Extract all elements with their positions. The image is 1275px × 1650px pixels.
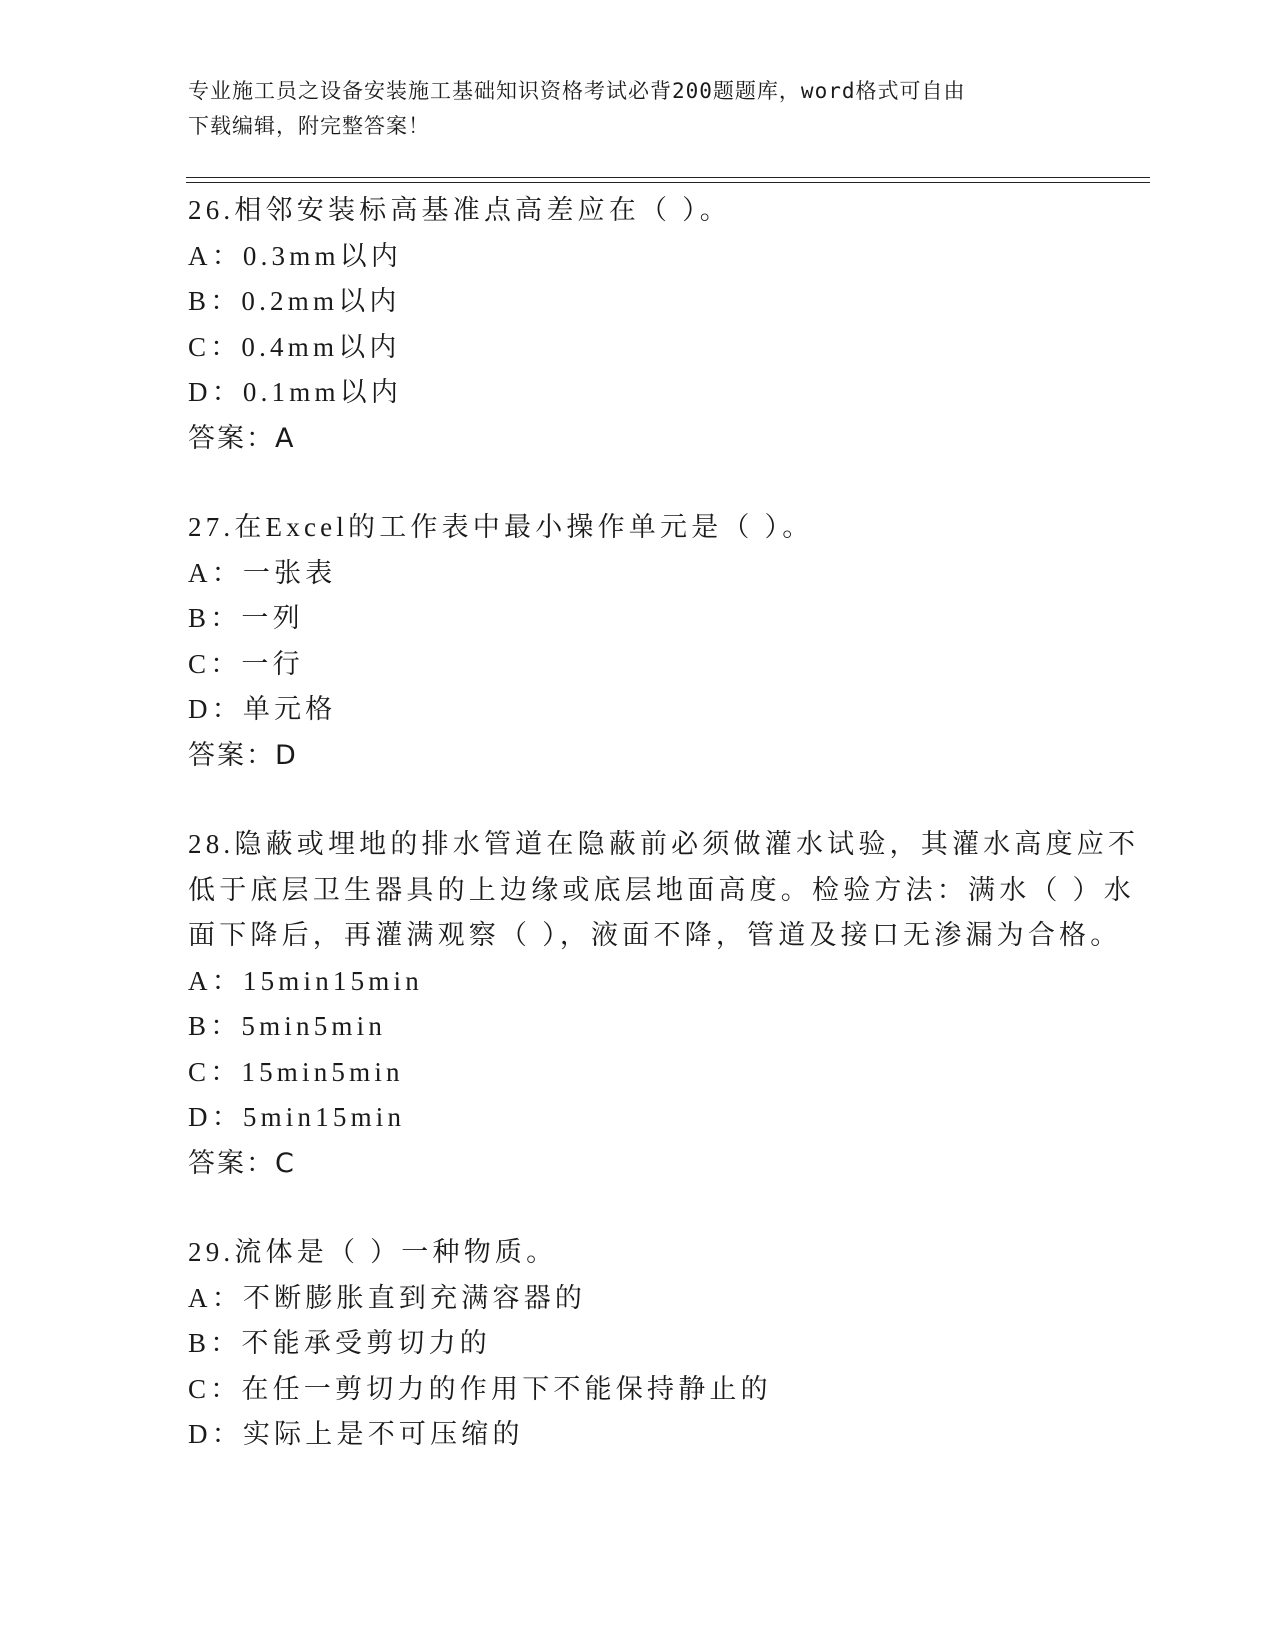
answer-line: 答案：D <box>188 739 298 771</box>
option-a: A：一张表 <box>188 557 337 588</box>
option-d: D：0.1mm以内 <box>188 377 403 407</box>
question-29 <box>188 1230 1088 1458</box>
option-c: C：0.4mm以内 <box>188 331 401 362</box>
question-stem-line-2: 低于底层卫生器具的上边缘或底层地面高度。检验方法：满水（ ）水 <box>188 874 1135 905</box>
header-divider-top <box>186 177 1150 178</box>
question-stem-line-1: 28.隐蔽或埋地的排水管道在隐蔽前必须做灌水试验，其灌水高度应不 <box>188 829 1140 859</box>
option-b: B：0.2mm以内 <box>188 286 401 316</box>
option-d: D：单元格 <box>188 694 337 724</box>
answer-line: 答案：A <box>188 422 296 454</box>
option-b: B：一列 <box>188 603 304 633</box>
option-a: A：0.3mm以内 <box>188 240 403 271</box>
question-list <box>188 188 1140 1502</box>
option-c: C：一行 <box>188 648 304 679</box>
option-c: C：在任一剪切力的作用下不能保持静止的 <box>188 1373 772 1404</box>
question-stem: 26.相邻安装标高基准点高差应在（ ）。 <box>188 195 731 225</box>
header-title-line-1: 专业施工员之设备安装施工基础知识资格考试必背200题题库，word格式可自由 <box>188 79 966 103</box>
option-b: B：不能承受剪切力的 <box>188 1328 492 1358</box>
question-26 <box>188 188 1088 461</box>
option-b: B：5min5min <box>188 1011 387 1041</box>
option-a: A：15min15min <box>188 965 423 996</box>
option-d: D：实际上是不可压缩的 <box>188 1419 524 1449</box>
document-header <box>188 74 1068 144</box>
question-stem: 29.流体是（ ）一种物质。 <box>188 1237 558 1267</box>
header-title-line-2: 下载编辑，附完整答案！ <box>188 114 430 138</box>
option-d: D：5min15min <box>188 1102 406 1132</box>
question-stem-line-3: 面下降后，再灌满观察（ ），液面不降，管道及接口无渗漏为合格。 <box>188 920 1122 950</box>
answer-line: 答案：C <box>188 1147 296 1179</box>
question-28 <box>188 822 1140 1186</box>
question-stem: 27.在Excel的工作表中最小操作单元是（ ）。 <box>188 512 814 542</box>
option-a: A：不断膨胀直到充满容器的 <box>188 1282 587 1313</box>
option-c: C：15min5min <box>188 1056 404 1087</box>
header-divider-bottom <box>186 182 1150 183</box>
question-27 <box>188 505 1088 778</box>
